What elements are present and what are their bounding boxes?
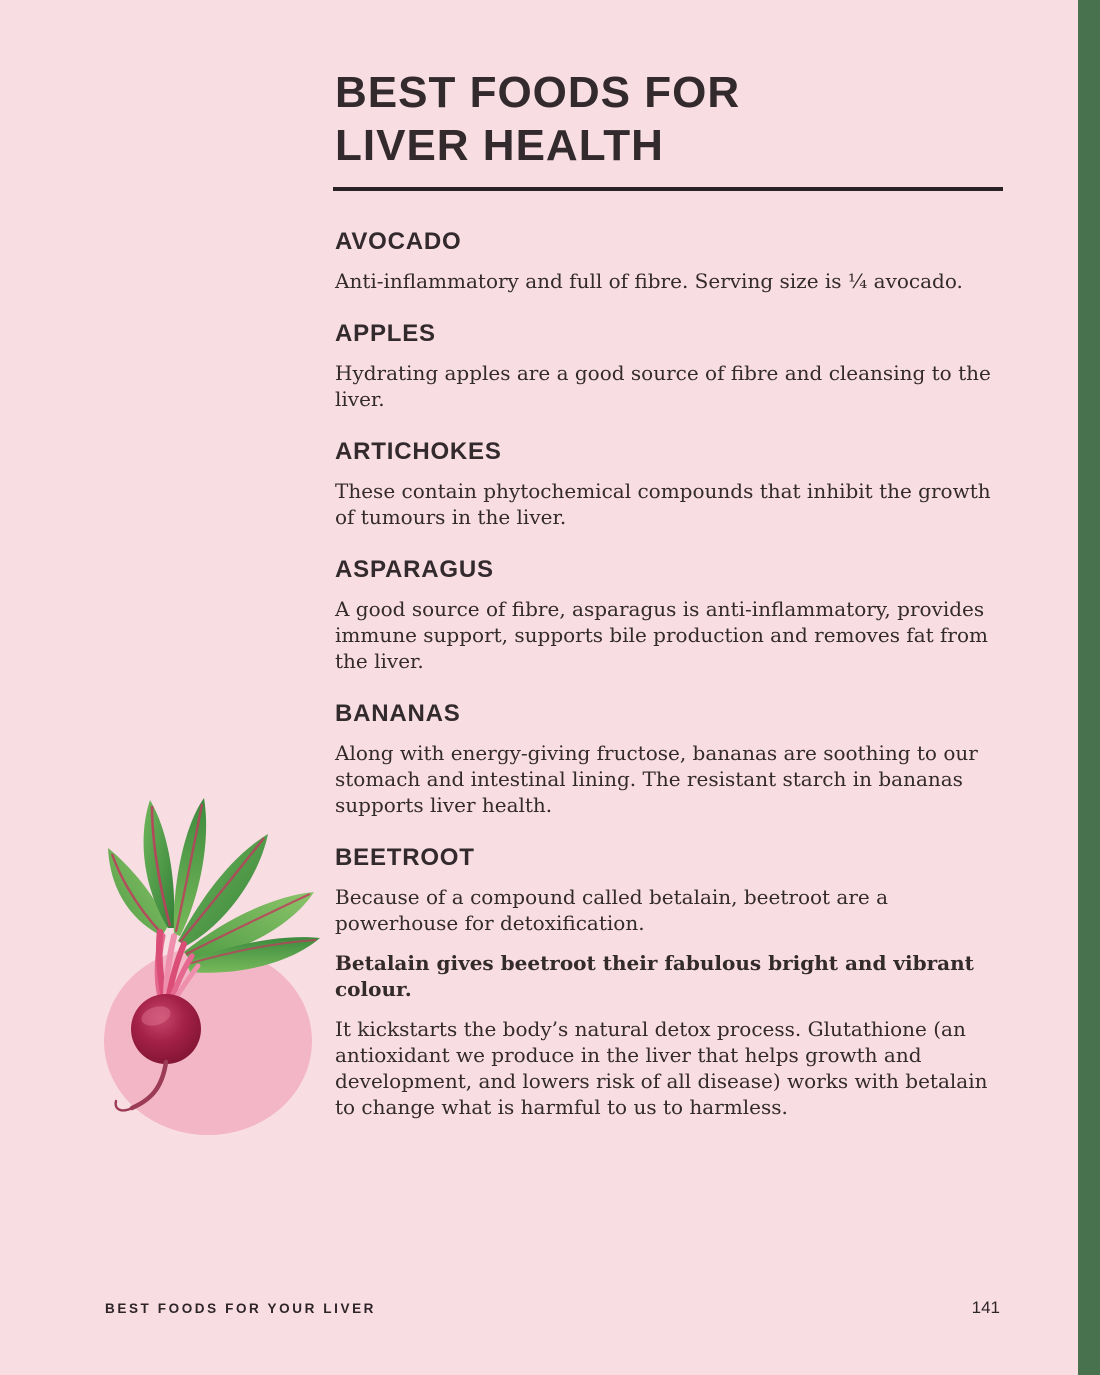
beetroot-illustration xyxy=(72,786,340,1178)
page-title xyxy=(335,66,740,172)
food-heading: BEETROOT xyxy=(335,844,475,871)
food-paragraph: A good source of fibre, asparagus is anti-inflammatory, provides immune support, supports bile production and removes fat from the liver. xyxy=(335,597,988,673)
food-paragraph: Anti-inflammatory and full of fibre. Serving size is ¼ avocado. xyxy=(335,269,963,293)
title-underline xyxy=(333,187,1003,191)
food-heading: BANANAS xyxy=(335,700,461,727)
food-heading: ASPARAGUS xyxy=(335,556,494,583)
footer xyxy=(105,1298,1000,1318)
food-heading: AVOCADO xyxy=(335,228,462,255)
food-heading: ARTICHOKES xyxy=(335,438,502,465)
food-paragraph: Because of a compound called betalain, beetroot are a powerhouse for detoxification. xyxy=(335,885,889,935)
food-heading: APPLES xyxy=(335,320,436,347)
page-title-line1: BEST FOODS FOR xyxy=(335,68,741,117)
page-title-line2: LIVER HEALTH xyxy=(335,121,664,170)
sections xyxy=(335,228,1003,1120)
beet-leaves xyxy=(108,798,320,973)
food-paragraph: These contain phytochemical compounds that inhibit the growth of tumours in the liver. xyxy=(335,479,991,529)
beet-bulb xyxy=(131,994,201,1064)
page-edge-strip xyxy=(1078,0,1100,1375)
food-paragraph: Along with energy-giving fructose, bananas are soothing to our stomach and intestinal lining. The resistant starch in bananas supports liver health. xyxy=(335,741,978,817)
food-paragraph: It kickstarts the body’s natural detox process. Glutathione (an antioxidant we produce in the liver that helps growth and development, and lowers risk of all disease) works with betalain to change what is harmful to us to harmless. xyxy=(335,1017,988,1119)
footer-page-number: 141 xyxy=(971,1298,1000,1317)
food-paragraph: Hydrating apples are a good source of fibre and cleansing to the liver. xyxy=(335,361,991,411)
footer-running-title: BEST FOODS FOR YOUR LIVER xyxy=(105,1301,377,1316)
food-paragraph: Betalain gives beetroot their fabulous bright and vibrant colour. xyxy=(335,951,974,1001)
